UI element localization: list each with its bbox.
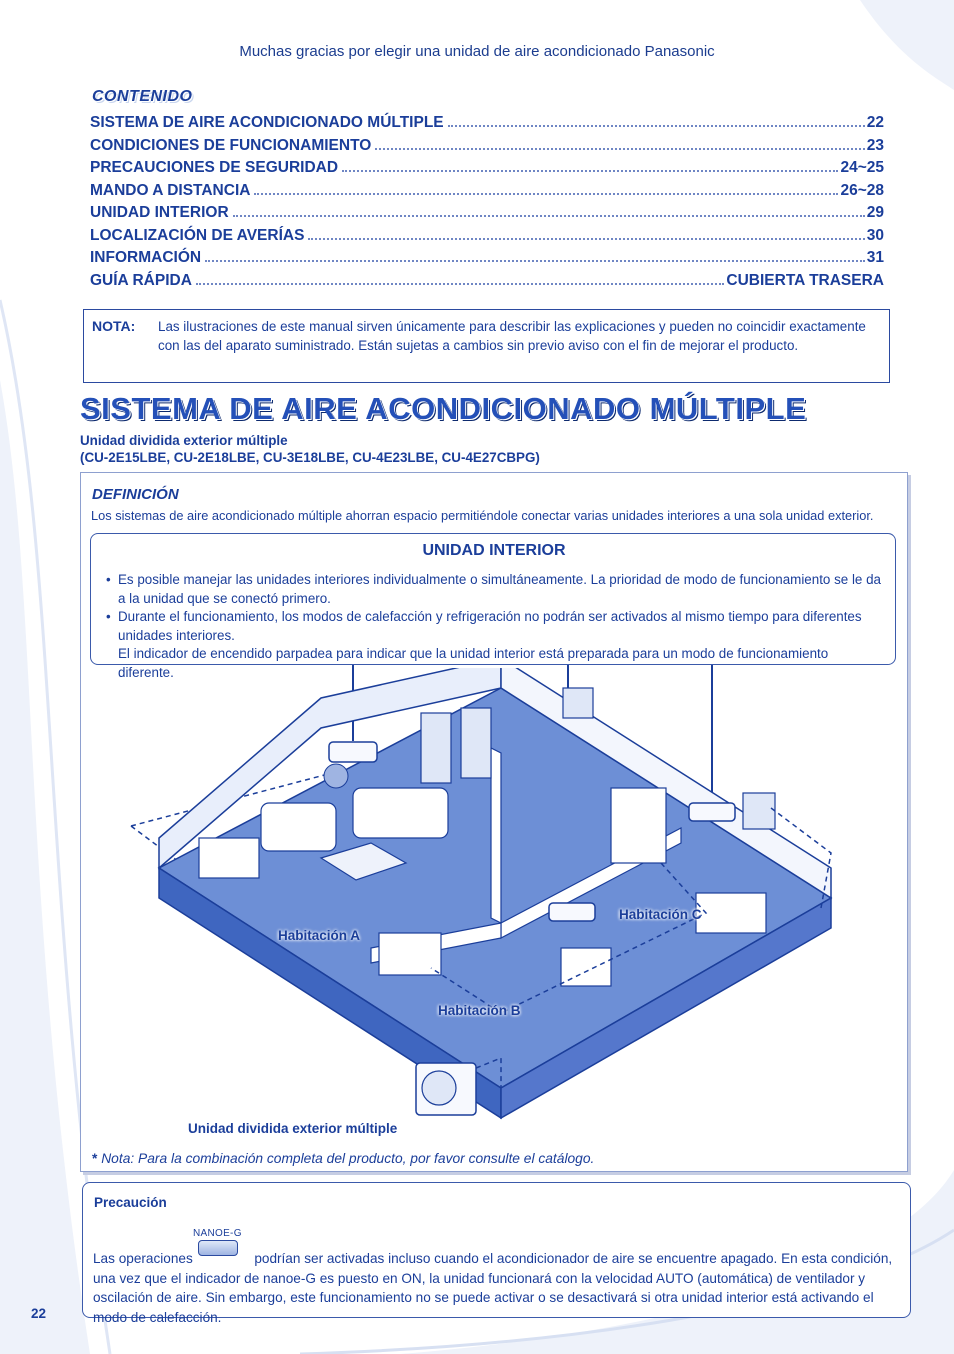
toc-leader	[448, 125, 865, 127]
toc-item[interactable]	[90, 137, 884, 160]
note-box	[83, 309, 890, 383]
list-item: • Es posible manejar las unidades interiores individualmente o simultáneamente. La prioridad de modo de funcionamiento se le da a la unidad que se conectó primero.	[106, 571, 886, 608]
toc-item[interactable]	[90, 114, 884, 137]
toc-item[interactable]	[90, 182, 884, 205]
toc-item-label: LOCALIZACIÓN DE AVERÍAS	[90, 226, 305, 244]
outdoor-unit-label: Unidad dividida exterior múltiple	[188, 1121, 398, 1136]
toc-item-page: CUBIERTA TRASERA	[726, 271, 884, 289]
footnote	[92, 1151, 594, 1166]
definition-title: DEFINICIÓN	[92, 486, 179, 503]
note-label: NOTA:	[92, 318, 136, 334]
toc-item[interactable]	[90, 204, 884, 227]
toc-item-page: 31	[866, 249, 884, 266]
toc-item-label: UNIDAD INTERIOR	[90, 204, 229, 221]
note-text: Las ilustraciones de este manual sirven únicamente para describir las explicaciones y pueden no coincidir exactamente con las del aparato suministrado. Están sujetas a cambios sin previo aviso con el fin de mejorar el producto.	[158, 319, 866, 353]
room-b-label: Habitación B	[438, 1003, 521, 1018]
caution-text	[93, 1249, 901, 1327]
toc-item-page: 26~28	[840, 181, 884, 199]
page-number: 22	[31, 1306, 47, 1321]
toc-item[interactable]	[90, 227, 884, 250]
footnote-star: *	[92, 1151, 98, 1166]
toc-item-label: SISTEMA DE AIRE ACONDICIONADO MÚLTIPLE	[90, 114, 444, 131]
toc-item-page: 24~25	[840, 159, 884, 176]
toc-leader	[205, 260, 865, 262]
toc-item-label: INFORMACIÓN	[90, 249, 202, 266]
toc-item-page: 30	[866, 226, 884, 244]
toc-item-page: 22	[866, 114, 884, 131]
indoor-unit-title: UNIDAD INTERIOR	[422, 542, 566, 559]
toc-leader	[308, 238, 864, 240]
section-subtitle	[80, 432, 540, 466]
indoor-unit-box	[90, 533, 896, 680]
caution-box	[82, 1182, 911, 1325]
toc-leader	[254, 193, 838, 195]
nanoe-g-label: NANOE-G	[193, 1228, 242, 1239]
table-of-contents	[90, 114, 884, 294]
caution-text-start: Las operaciones	[93, 1251, 193, 1266]
room-c-label: Habitación C	[619, 907, 702, 922]
subtitle-models: (CU-2E15LBE, CU-2E18LBE, CU-3E18LBE, CU-4E23LBE, CU-4E27CBPG)	[80, 450, 540, 465]
toc-item-page: 23	[866, 136, 884, 154]
definition-text: Los sistemas de aire acondicionado múltiple ahorran espacio permitiéndole conectar varias unidades interiores a una sola unidad exterior.	[91, 508, 874, 523]
intro-text: Muchas gracias por elegir una unidad de aire acondicionado Panasonic	[239, 43, 715, 60]
toc-item-page: 29	[866, 204, 884, 221]
toc-leader	[196, 283, 725, 285]
toc-item[interactable]	[90, 159, 884, 182]
house-illustration	[121, 668, 881, 1128]
section-title: SISTEMA DE AIRE ACONDICIONADO MÚLTIPLE	[80, 391, 807, 426]
caution-title: Precaución	[94, 1195, 167, 1210]
subtitle-line: Unidad dividida exterior múltiple	[80, 433, 288, 448]
toc-title: CONTENIDO	[92, 88, 193, 105]
toc-item-label: CONDICIONES DE FUNCIONAMIENTO	[90, 136, 372, 154]
footnote-text: Nota: Para la combinación completa del producto, por favor consulte el catálogo.	[101, 1151, 595, 1166]
toc-leader	[233, 215, 865, 217]
toc-item-label: PRECAUCIONES DE SEGURIDAD	[90, 159, 339, 176]
room-a-label: Habitación A	[278, 928, 361, 943]
toc-item[interactable]	[90, 249, 884, 272]
toc-item-label: MANDO A DISTANCIA	[90, 181, 251, 199]
toc-leader	[375, 148, 864, 150]
indoor-unit-list	[106, 571, 886, 682]
toc-leader	[342, 170, 838, 172]
toc-item[interactable]	[90, 272, 884, 295]
toc-item-label: GUÍA RÁPIDA	[90, 271, 192, 289]
list-item: • Durante el funcionamiento, los modos de calefacción y refrigeración no podrán ser activados al mismo tiempo para diferentes unidades interiores.	[106, 608, 886, 645]
caution-text-rest: podrían ser activadas incluso cuando el acondicionador de aire se encuentre apagado. En esta condición, una vez que el indicador de nanoe-G es puesto en ON, la unidad funcionará con la velocidad AUTO (automática) de ventilador y oscilación de aire. Sin embargo, este funcionamiento no se puede activar o se desactivará si otra unidad interior está activando el modo de calefacción.	[93, 1251, 893, 1325]
definition-frame	[80, 472, 908, 1172]
list-item-extra: El indicador de encendido parpadea para indicar que la unidad interior está preparada para un modo de funcionamiento diferente.	[118, 646, 829, 680]
